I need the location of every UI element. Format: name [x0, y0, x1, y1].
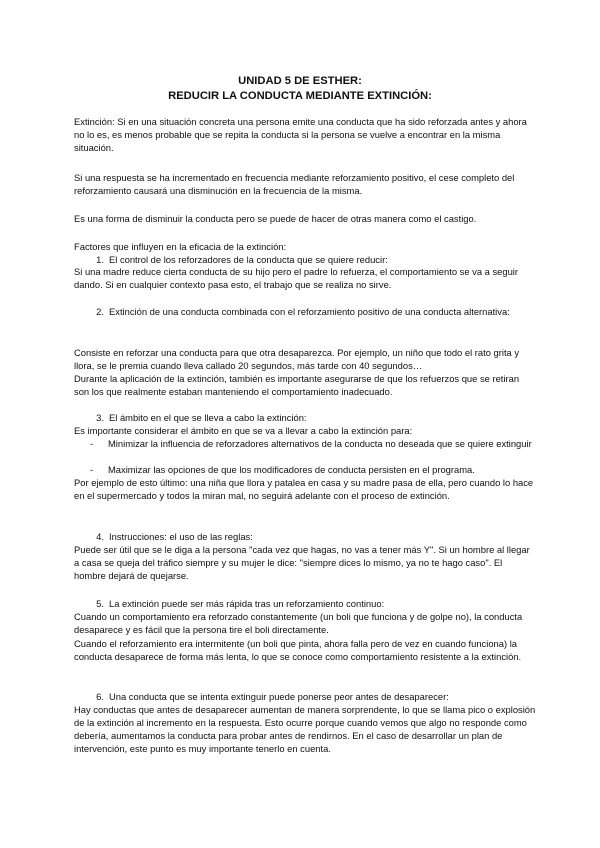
title-line-2: REDUCIR LA CONDUCTA MEDIANTE EXTINCIÓN: — [168, 90, 432, 102]
factor-3-title: El ámbito en el que se lleva a cabo la extinción: — [109, 412, 307, 423]
factor-6-body: Hay conductas que antes de desaparecer aumentan de manera sorprendente, lo que se llama pico o explosión de la extinción al incremento en la respuesta. Esto ocurre porque cuando vemos que algo no responde como debería, aumentamos la conducta para probar antes de rendirnos. En el caso de desarrollar un plan de intervención, este punto es muy importante tenerlo en cuenta. — [74, 704, 536, 754]
factor-4-heading — [92, 530, 536, 543]
factor-1-title: El control de los reforzadores de la conducta que se quiere reducir: — [109, 254, 388, 265]
factor-5-heading — [92, 597, 536, 610]
factor-2-body-1: Consiste en reforzar una conducta para que otra desaparezca. Por ejemplo, un niño que todo el rato grita y llora, se le premia cuando lleva callado 20 segundos, más tarde con 40 segundos… — [74, 347, 520, 371]
factor-3-bullet-1 — [90, 437, 536, 450]
factor-5-body-1: Cuando un comportamiento era reforzado constantemente (un boli que funciona y de golpe no), la conducta desaparece y es fácil que la persona tire el boli directamente. — [74, 611, 523, 635]
factor-4-body: Puede ser útil que se le diga a la persona "cada vez que hagas, no vas a tener más Y". Si un hombre al llegar a casa se queja del tráfico siempre y su mujer le dice: "siempre dices lo mismo, ya no te hago caso". El hombre dejará de quejarse. — [74, 544, 530, 581]
factor-6-title: Una conducta que se intenta extinguir puede ponerse peor antes de desaparecer: — [109, 691, 449, 702]
factor-3-number: 3. — [96, 412, 104, 423]
factor-6-heading — [92, 690, 536, 703]
factor-4-number: 4. — [96, 531, 104, 542]
factor-4-title: Instrucciones: el uso de las reglas: — [109, 531, 253, 542]
factor-2-body-2: Durante la aplicación de la extinción, también es importante asegurarse de que los refuerzos que se retiran son los que realmente estaban manteniendo el comportamiento inadecuado. — [74, 373, 520, 397]
factor-5-body-2: Cuando el reforzamiento era intermitente (un boli que pinta, ahora falla pero de vez en cuando funciona) la conducta desaparece de forma más lenta, lo que se conoce como comportamiento resistente a la extinción. — [74, 638, 522, 662]
factor-1-number: 1. — [96, 254, 104, 265]
factor-5-title: La extinción puede ser más rápida tras un reforzamiento continuo: — [109, 598, 385, 609]
factor-2-heading — [92, 305, 536, 318]
factor-3-body-outro: Por ejemplo de esto último: una niña que llora y patalea en casa y su madre pasa de ella, pero cuando lo hace en el supermercado y todos la miran mal, no seguirá adelante con el proceso de extinción. — [74, 477, 534, 501]
bullet-dash: - — [90, 464, 94, 475]
factor-2-title: Extinción de una conducta combinada con el reforzamiento positivo de una conducta alternativa: — [109, 306, 510, 317]
factor-3-bullet-2 — [90, 463, 536, 476]
factor-1-body: Si una madre reduce cierta conducta de su hijo pero el padre lo refuerza, el comportamiento se va a seguir dando. Si en cualquier contexto pasa esto, el trabajo que se realiza no sirve. — [74, 266, 518, 290]
bullet-text: Minimizar la influencia de reforzadores alternativos de la conducta no deseada que se quiere extinguir — [108, 438, 532, 449]
factors-heading: Factores que influyen en la eficacia de la extinción: — [74, 241, 287, 252]
intro-paragraph-1: Extinción: Si en una situación concreta una persona emite una conducta que ha sido reforzada antes y ahora no lo es, es menos probable que se repita la conducta si la persona se vuelve a encontrar en la misma situación. — [74, 116, 527, 153]
intro-paragraph-2: Si una respuesta se ha incrementado en frecuencia mediante reforzamiento positivo, el cese completo del reforzamiento causará una disminución en la frecuencia de la misma. — [74, 172, 515, 196]
title-line-1: UNIDAD 5 DE ESTHER: — [238, 75, 362, 87]
factor-6-number: 6. — [96, 691, 104, 702]
factor-5-number: 5. — [96, 598, 104, 609]
intro-paragraph-3: Es una forma de disminuir la conducta pero se puede de hacer de otras manera como el castigo. — [74, 213, 477, 224]
bullet-text: Maximizar las opciones de que los modificadores de conducta persisten en el programa. — [108, 464, 475, 475]
factor-2-number: 2. — [96, 306, 104, 317]
factor-3-body-intro: Es importante considerar el ámbito en que se va a llevar a cabo la extinción para: — [74, 425, 413, 436]
factor-3-heading — [92, 411, 536, 424]
bullet-dash: - — [90, 438, 94, 449]
